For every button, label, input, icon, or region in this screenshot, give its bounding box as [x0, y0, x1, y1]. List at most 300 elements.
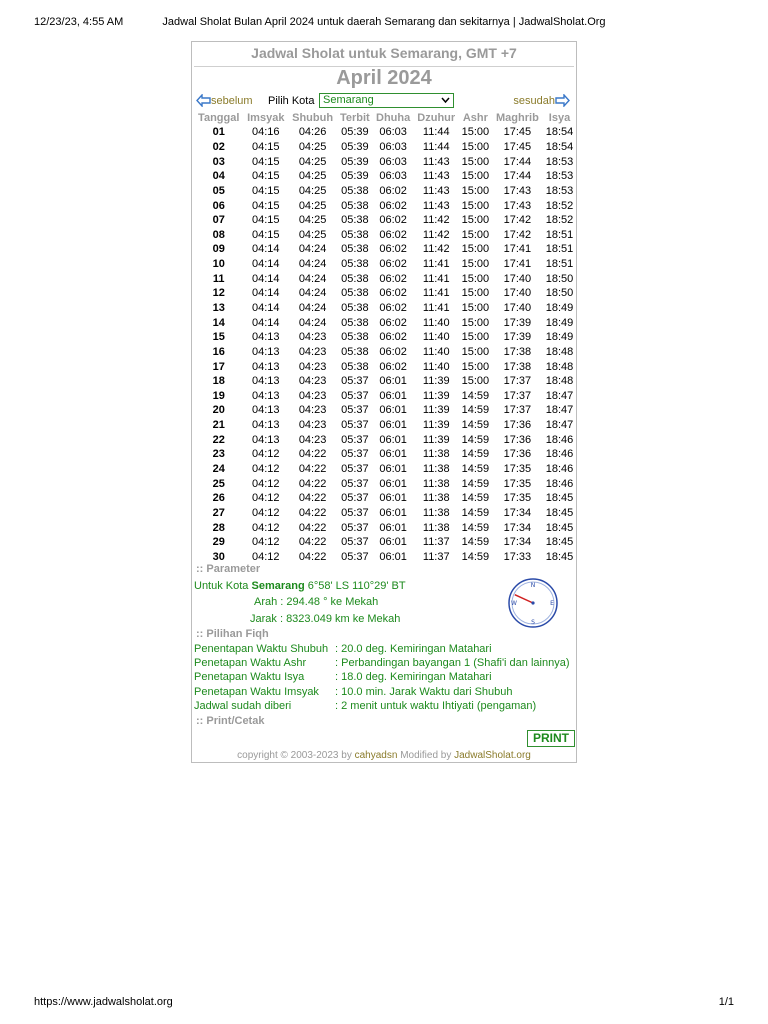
table-row: [194, 476, 576, 491]
chevron-down-icon: [441, 97, 450, 104]
time-cell: 17:43: [503, 199, 532, 212]
time-cell: 04:26: [298, 126, 327, 139]
time-cell: 04:22: [298, 492, 327, 505]
time-cell: 06:03: [379, 140, 407, 153]
time-cell: 18:53: [545, 184, 574, 197]
time-cell: 04:15: [252, 170, 280, 183]
time-cell: 17:43: [503, 184, 532, 197]
column-header: Terbit: [339, 112, 370, 124]
time-cell: 11:44: [422, 126, 450, 139]
table-body: [194, 125, 576, 564]
print-url: https://www.jadwalsholat.org: [34, 996, 173, 1008]
time-cell: 04:13: [252, 345, 280, 358]
next-month-label: sesudah: [513, 94, 555, 107]
time-cell: 17:35: [503, 463, 532, 476]
time-cell: 04:23: [298, 360, 327, 373]
next-month-link[interactable]: [513, 94, 570, 107]
time-cell: 05:38: [341, 316, 369, 329]
table-row: [194, 242, 576, 257]
print-button[interactable]: PRINT: [527, 730, 575, 747]
time-cell: 17:39: [503, 331, 532, 344]
time-cell: 04:14: [252, 272, 280, 285]
time-cell: 18:46: [545, 433, 574, 446]
time-cell: 15:00: [461, 316, 490, 329]
time-cell: 06:03: [379, 126, 407, 139]
time-cell: 18:52: [545, 214, 574, 227]
date-cell: 08: [212, 228, 225, 241]
time-cell: 14:59: [461, 492, 490, 505]
table-row: [194, 520, 576, 535]
time-cell: 17:35: [503, 492, 532, 505]
date-cell: 24: [212, 463, 225, 476]
svg-text:W: W: [511, 600, 517, 607]
date-cell: 12: [212, 287, 225, 300]
author-link[interactable]: cahyadsn: [354, 750, 398, 761]
time-cell: 06:02: [379, 214, 407, 227]
time-cell: 05:38: [341, 345, 369, 358]
time-cell: 17:40: [503, 302, 532, 314]
time-cell: 18:47: [545, 404, 574, 417]
time-cell: 18:48: [545, 375, 574, 388]
svg-text:E: E: [550, 600, 554, 607]
time-cell: 18:50: [545, 287, 574, 300]
parameter-city-name: Semarang: [251, 580, 305, 592]
time-cell: 04:14: [252, 316, 280, 329]
date-cell: 13: [212, 302, 225, 314]
time-cell: 05:37: [341, 375, 369, 388]
time-cell: 15:00: [461, 155, 490, 168]
print-header: [34, 16, 734, 30]
date-cell: 09: [212, 243, 225, 256]
time-cell: 06:03: [379, 170, 407, 183]
time-cell: 15:00: [461, 170, 490, 183]
parameter-city-prefix: Untuk Kota: [194, 580, 249, 592]
time-cell: 05:37: [341, 463, 369, 476]
fiqh-value: : 18.0 deg. Kemiringan Matahari: [335, 671, 492, 683]
time-cell: 18:53: [545, 170, 574, 183]
time-cell: 18:46: [545, 463, 574, 476]
time-cell: 11:40: [422, 360, 450, 373]
time-cell: 05:37: [341, 419, 369, 432]
time-cell: 04:12: [252, 448, 280, 461]
month-title: April 2024: [336, 67, 432, 89]
time-cell: 17:44: [503, 170, 532, 183]
date-cell: 30: [212, 550, 225, 563]
time-cell: 11:38: [422, 492, 450, 505]
date-cell: 02: [212, 140, 225, 153]
time-cell: 11:39: [422, 404, 450, 417]
fiqh-heading: :: Pilihan Fiqh: [196, 628, 269, 640]
time-cell: 04:13: [252, 433, 280, 446]
time-cell: 04:23: [298, 389, 327, 402]
time-cell: 06:01: [379, 463, 407, 476]
table-row: [194, 301, 576, 316]
time-cell: 17:42: [503, 214, 532, 227]
table-row: [194, 140, 576, 155]
time-cell: 06:02: [379, 345, 407, 358]
date-cell: 26: [212, 492, 225, 505]
time-cell: 17:41: [503, 258, 532, 271]
time-cell: 05:39: [341, 170, 369, 183]
table-row: [194, 535, 576, 550]
time-cell: 17:34: [503, 506, 532, 519]
time-cell: 14:59: [461, 536, 490, 549]
time-cell: 11:39: [422, 433, 450, 446]
table-row: [194, 374, 576, 389]
table-row: [194, 271, 576, 286]
widget-title: Jadwal Sholat untuk Semarang, GMT +7: [251, 45, 517, 61]
time-cell: 18:46: [545, 448, 574, 461]
qibla-compass-icon: [507, 577, 559, 629]
city-select[interactable]: [319, 93, 454, 108]
fiqh-label: Penentapan Waktu Shubuh: [194, 643, 329, 655]
time-cell: 17:41: [503, 243, 532, 256]
time-cell: 15:00: [461, 126, 490, 139]
table-row: [194, 491, 576, 506]
time-cell: 06:01: [379, 433, 407, 446]
time-cell: 04:22: [298, 506, 327, 519]
date-cell: 23: [212, 448, 225, 461]
time-cell: 11:43: [422, 170, 450, 183]
table-row: [194, 213, 576, 228]
print-footer: [34, 996, 734, 1010]
time-cell: 04:23: [298, 375, 327, 388]
time-cell: 06:01: [379, 375, 407, 388]
time-cell: 04:25: [298, 184, 327, 197]
time-cell: 17:36: [503, 433, 532, 446]
date-cell: 03: [212, 155, 225, 168]
time-cell: 05:38: [341, 184, 369, 197]
time-cell: 04:22: [298, 463, 327, 476]
time-cell: 05:38: [341, 228, 369, 241]
time-cell: 11:42: [422, 228, 450, 241]
time-cell: 15:00: [461, 360, 490, 373]
time-cell: 04:15: [252, 228, 280, 241]
copyright-line: [192, 750, 576, 761]
column-header: Dhuha: [376, 112, 411, 124]
table-row: [194, 462, 576, 477]
time-cell: 05:37: [341, 550, 369, 563]
time-cell: 06:02: [379, 302, 407, 314]
time-cell: 05:39: [341, 140, 369, 153]
column-header: Imsyak: [247, 112, 285, 124]
qibla-direction: Arah : 294.48 ° ke Mekah: [254, 596, 379, 608]
table-row: [194, 198, 576, 213]
date-cell: 20: [212, 404, 225, 417]
time-cell: 11:43: [422, 184, 450, 197]
time-cell: 14:59: [461, 506, 490, 519]
time-cell: 04:14: [252, 302, 280, 314]
time-cell: 05:37: [341, 477, 369, 490]
time-cell: 11:39: [422, 389, 450, 402]
time-cell: 15:00: [461, 243, 490, 256]
time-cell: 04:23: [298, 433, 327, 446]
time-cell: 05:37: [341, 433, 369, 446]
time-cell: 18:47: [545, 389, 574, 402]
time-cell: 18:53: [545, 155, 574, 168]
time-cell: 04:24: [298, 287, 327, 300]
time-cell: 04:12: [252, 463, 280, 476]
time-cell: 04:12: [252, 492, 280, 505]
time-cell: 04:12: [252, 506, 280, 519]
time-cell: 11:40: [422, 345, 450, 358]
time-cell: 17:33: [503, 550, 532, 563]
table-row: [194, 418, 576, 433]
table-row: [194, 125, 576, 140]
date-cell: 17: [212, 360, 225, 373]
fiqh-value: : 20.0 deg. Kemiringan Matahari: [335, 643, 492, 655]
time-cell: 14:59: [461, 521, 490, 534]
date-cell: 25: [212, 477, 225, 490]
time-cell: 04:22: [298, 521, 327, 534]
time-cell: 18:52: [545, 199, 574, 212]
previous-month-link[interactable]: [196, 94, 253, 107]
time-cell: 04:12: [252, 550, 280, 563]
time-cell: 17:36: [503, 448, 532, 461]
table-row: [194, 389, 576, 404]
time-cell: 05:38: [341, 302, 369, 314]
table-row: [194, 184, 576, 199]
fiqh-label: Penetapan Waktu Imsyak: [194, 686, 319, 698]
time-cell: 18:54: [545, 140, 574, 153]
fiqh-label: Penetapan Waktu Isya: [194, 671, 305, 683]
time-cell: 06:02: [379, 228, 407, 241]
date-cell: 21: [212, 419, 225, 432]
time-cell: 04:24: [298, 272, 327, 285]
time-cell: 15:00: [461, 345, 490, 358]
time-cell: 04:23: [298, 345, 327, 358]
time-cell: 11:40: [422, 316, 450, 329]
time-cell: 11:38: [422, 448, 450, 461]
time-cell: 11:39: [422, 375, 450, 388]
site-link[interactable]: JadwalSholat.org: [454, 750, 531, 761]
time-cell: 05:38: [341, 287, 369, 300]
time-cell: 14:59: [461, 550, 490, 563]
time-cell: 17:35: [503, 477, 532, 490]
date-cell: 29: [212, 536, 225, 549]
time-cell: 06:02: [379, 258, 407, 271]
time-cell: 15:00: [461, 184, 490, 197]
time-cell: 06:02: [379, 243, 407, 256]
time-cell: 04:14: [252, 243, 280, 256]
time-cell: 06:03: [379, 155, 407, 168]
svg-text:S: S: [531, 619, 535, 626]
time-cell: 04:13: [252, 404, 280, 417]
date-cell: 16: [212, 345, 225, 358]
time-cell: 14:59: [461, 477, 490, 490]
time-cell: 17:45: [503, 140, 532, 153]
time-cell: 17:36: [503, 419, 532, 432]
time-cell: 11:39: [422, 419, 450, 432]
date-cell: 27: [212, 506, 225, 519]
time-cell: 17:39: [503, 316, 532, 329]
time-cell: 04:13: [252, 389, 280, 402]
time-cell: 04:25: [298, 199, 327, 212]
time-cell: 17:40: [503, 272, 532, 285]
date-cell: 22: [212, 433, 225, 446]
time-cell: 11:38: [422, 463, 450, 476]
time-cell: 04:15: [252, 214, 280, 227]
time-cell: 14:59: [461, 419, 490, 432]
time-cell: 17:34: [503, 521, 532, 534]
time-cell: 04:24: [298, 316, 327, 329]
time-cell: 04:15: [252, 155, 280, 168]
table-row: [194, 286, 576, 301]
time-cell: 11:41: [422, 272, 450, 285]
previous-month-label: sebelum: [211, 94, 253, 107]
print-page-title: Jadwal Sholat Bulan April 2024 untuk daerah Semarang dan sekitarnya | JadwalSholat.Org: [162, 16, 606, 28]
time-cell: 06:02: [379, 287, 407, 300]
parameter-heading: :: Parameter: [196, 563, 261, 575]
column-header: Isya: [548, 112, 571, 124]
time-cell: 04:14: [252, 258, 280, 271]
time-cell: 18:49: [545, 331, 574, 344]
time-cell: 18:48: [545, 345, 574, 358]
time-cell: 06:02: [379, 199, 407, 212]
time-cell: 15:00: [461, 140, 490, 153]
time-cell: 18:50: [545, 272, 574, 285]
time-cell: 04:13: [252, 360, 280, 373]
time-cell: 05:37: [341, 389, 369, 402]
time-cell: 11:42: [422, 243, 450, 256]
time-cell: 17:37: [503, 375, 532, 388]
time-cell: 15:00: [461, 258, 490, 271]
time-cell: 04:12: [252, 477, 280, 490]
prayer-schedule-widget: [191, 41, 577, 763]
time-cell: 04:24: [298, 258, 327, 271]
column-header: Dzuhur: [417, 112, 456, 124]
date-cell: 11: [212, 272, 225, 285]
time-cell: 11:43: [422, 155, 450, 168]
time-cell: 11:38: [422, 521, 450, 534]
fiqh-item: [194, 686, 574, 700]
fiqh-label: Penetapan Waktu Ashr: [194, 657, 307, 669]
time-cell: 06:01: [379, 419, 407, 432]
time-cell: 04:22: [298, 477, 327, 490]
prayer-times-table: [194, 111, 576, 564]
time-cell: 05:38: [341, 258, 369, 271]
time-cell: 05:39: [341, 155, 369, 168]
time-cell: 17:45: [503, 126, 532, 139]
time-cell: 11:43: [422, 199, 450, 212]
fiqh-value: : Perbandingan bayangan 1 (Shafi'i dan lainnya): [335, 657, 570, 669]
time-cell: 11:41: [422, 287, 450, 300]
time-cell: 04:23: [298, 404, 327, 417]
table-row: [194, 330, 576, 345]
time-cell: 04:12: [252, 521, 280, 534]
time-cell: 04:25: [298, 140, 327, 153]
time-cell: 04:22: [298, 536, 327, 549]
time-cell: 18:51: [545, 228, 574, 241]
column-header: Maghrib: [496, 112, 539, 124]
time-cell: 11:37: [422, 550, 450, 563]
table-row: [194, 154, 576, 169]
date-cell: 28: [212, 521, 225, 534]
time-cell: 15:00: [461, 214, 490, 227]
column-header: Tanggal: [198, 112, 240, 124]
time-cell: 14:59: [461, 433, 490, 446]
time-cell: 15:00: [461, 272, 490, 285]
time-cell: 06:01: [379, 477, 407, 490]
time-cell: 04:15: [252, 199, 280, 212]
print-page-count: 1/1: [718, 996, 734, 1008]
time-cell: 11:37: [422, 536, 450, 549]
time-cell: 06:02: [379, 316, 407, 329]
date-cell: 06: [212, 199, 225, 212]
time-cell: 11:44: [422, 140, 450, 153]
time-cell: 11:40: [422, 331, 450, 344]
print-heading: :: Print/Cetak: [196, 715, 265, 727]
time-cell: 17:34: [503, 536, 532, 549]
pilih-kota-label: Pilih Kota: [268, 95, 315, 107]
time-cell: 05:37: [341, 506, 369, 519]
column-header: Shubuh: [292, 112, 334, 124]
table-row: [194, 359, 576, 374]
time-cell: 06:01: [379, 521, 407, 534]
time-cell: 18:45: [545, 550, 574, 563]
time-cell: 06:02: [379, 331, 407, 344]
time-cell: 06:01: [379, 492, 407, 505]
time-cell: 04:22: [298, 550, 327, 563]
time-cell: 05:38: [341, 331, 369, 344]
time-cell: 14:59: [461, 389, 490, 402]
fiqh-item: [194, 700, 574, 714]
time-cell: 11:41: [422, 302, 450, 314]
time-cell: 11:38: [422, 506, 450, 519]
time-cell: 04:13: [252, 419, 280, 432]
fiqh-value: : 10.0 min. Jarak Waktu dari Shubuh: [335, 686, 513, 698]
time-cell: 05:37: [341, 521, 369, 534]
time-cell: 18:45: [545, 492, 574, 505]
date-cell: 14: [212, 316, 225, 329]
time-cell: 04:12: [252, 536, 280, 549]
time-cell: 04:25: [298, 228, 327, 241]
time-cell: 17:37: [503, 404, 532, 417]
table-row: [194, 403, 576, 418]
time-cell: 06:02: [379, 272, 407, 285]
table-row: [194, 227, 576, 242]
time-cell: 15:00: [461, 331, 490, 344]
time-cell: 04:13: [252, 375, 280, 388]
time-cell: 18:45: [545, 506, 574, 519]
table-header-row: [194, 111, 576, 125]
date-cell: 01: [212, 126, 225, 139]
parameter-city-line: [194, 580, 406, 592]
time-cell: 04:24: [298, 243, 327, 256]
time-cell: 18:45: [545, 536, 574, 549]
time-cell: 06:01: [379, 536, 407, 549]
time-cell: 11:38: [422, 477, 450, 490]
time-cell: 18:46: [545, 477, 574, 490]
time-cell: 05:37: [341, 404, 369, 417]
date-cell: 10: [212, 258, 225, 271]
city-select-value: Semarang: [323, 94, 374, 106]
time-cell: 18:49: [545, 316, 574, 329]
copyright-prefix: copyright © 2003-2023 by: [237, 750, 352, 761]
time-cell: 04:25: [298, 155, 327, 168]
time-cell: 18:47: [545, 419, 574, 432]
time-cell: 15:00: [461, 302, 490, 314]
time-cell: 15:00: [461, 375, 490, 388]
time-cell: 15:00: [461, 199, 490, 212]
time-cell: 06:01: [379, 448, 407, 461]
fiqh-item: [194, 671, 574, 685]
time-cell: 04:22: [298, 448, 327, 461]
column-header: Ashr: [462, 112, 488, 124]
time-cell: 04:15: [252, 140, 280, 153]
date-cell: 19: [212, 389, 225, 402]
svg-text:N: N: [530, 582, 536, 589]
